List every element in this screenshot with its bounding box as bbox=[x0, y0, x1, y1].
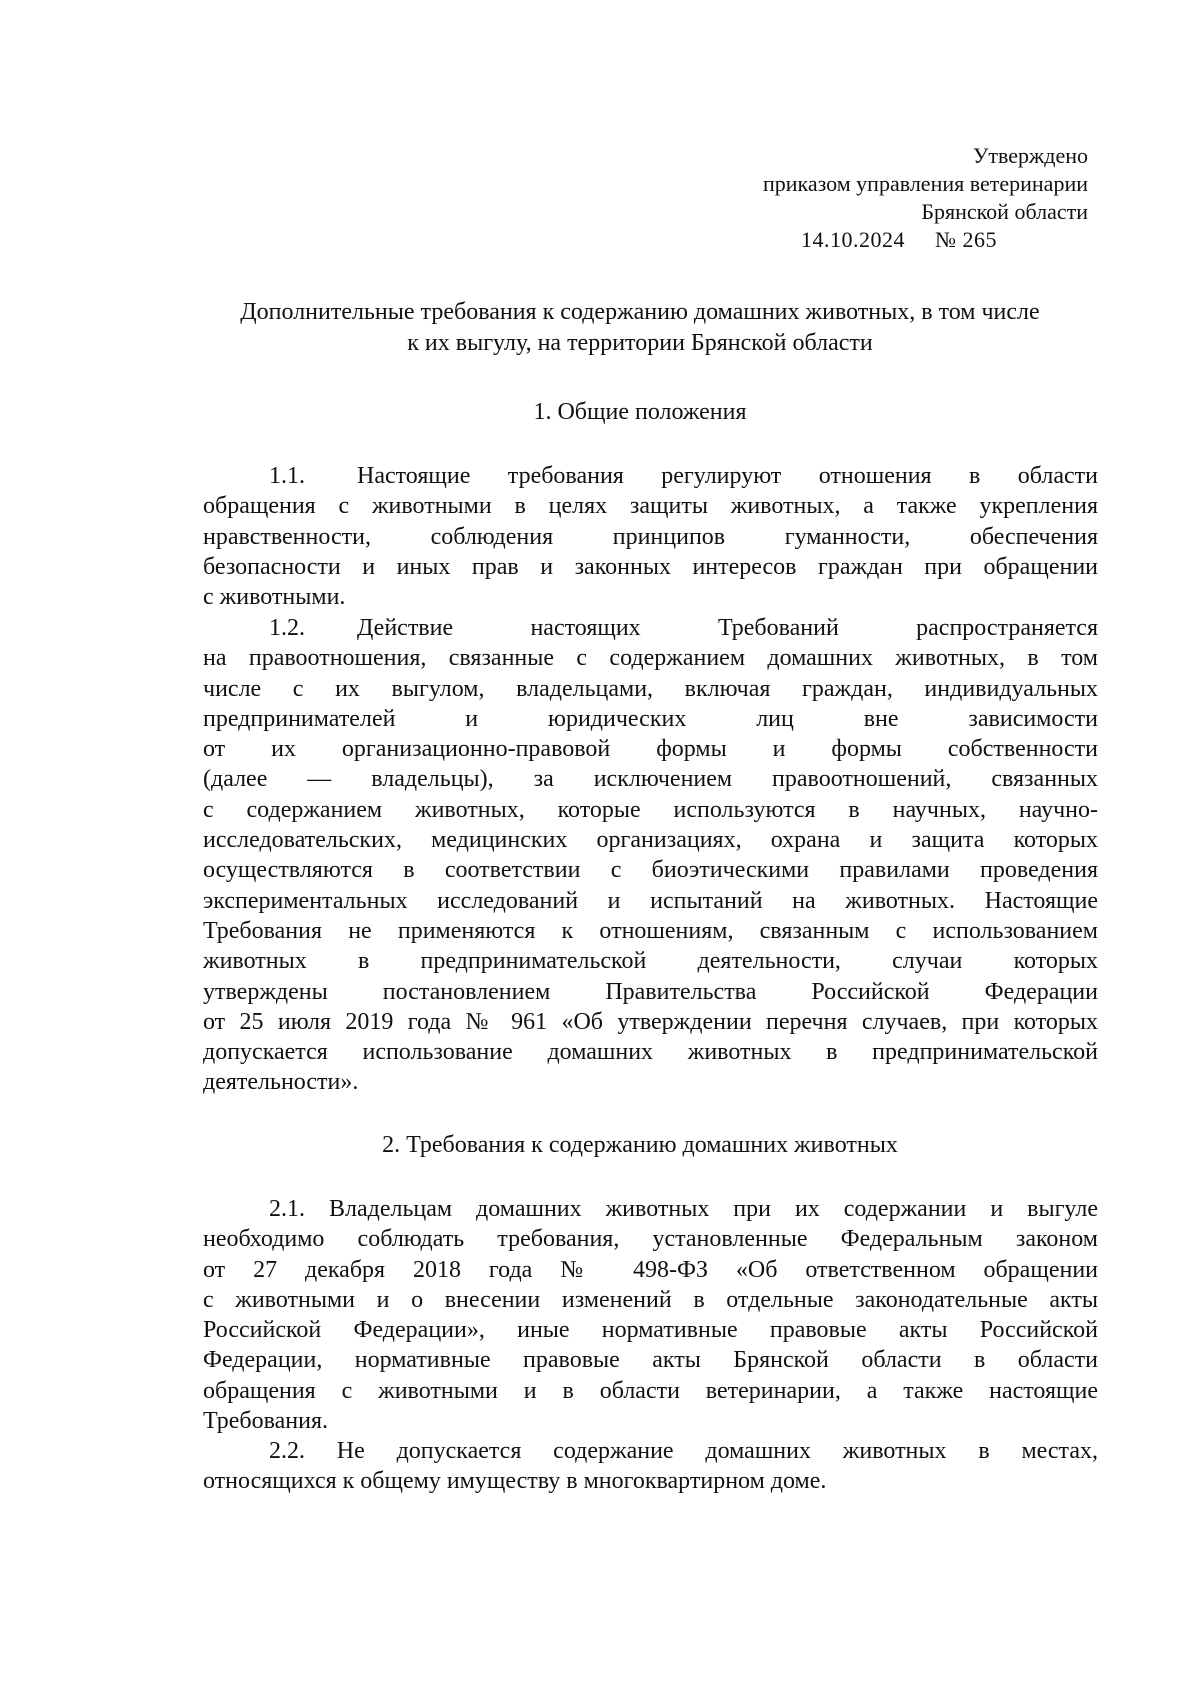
paragraph-line: обращения с животными и в области ветеринарии, а также настоящие bbox=[203, 1377, 1098, 1404]
section-2-heading: 2. Требования к содержанию домашних животных bbox=[382, 1132, 898, 1158]
paragraph-number: 1.2. bbox=[269, 615, 305, 641]
paragraph-line: допускается использование домашних животных в предпринимательской bbox=[203, 1039, 1098, 1066]
paragraph-number: 1.1. bbox=[269, 463, 305, 489]
paragraph-line: исследовательских, медицинских организациях, охрана и защита которых bbox=[203, 827, 1098, 854]
paragraph-line: Российской Федерации», иные нормативные правовые акты Российской bbox=[203, 1317, 1098, 1344]
document-title-line-2: к их выгулу, на территории Брянской области bbox=[407, 330, 873, 356]
paragraph-line: от 27 декабря 2018 года № 498-ФЗ «Об ответственном обращении bbox=[203, 1256, 1098, 1283]
paragraph-line: Федерации, нормативные правовые акты Брянской области в области bbox=[203, 1347, 1098, 1374]
paragraph-line: числе с их выгулом, владельцами, включая граждан, индивидуальных bbox=[203, 675, 1098, 702]
paragraph-line: Требования. bbox=[203, 1408, 329, 1435]
paragraph-line: предпринимателей и юридических лиц вне зависимости bbox=[203, 705, 1098, 732]
paragraph-line: обращения с животными в целях защиты животных, а также укрепления bbox=[203, 493, 1098, 520]
paragraph-line: на правоотношения, связанные с содержанием домашних животных, в том bbox=[203, 645, 1098, 672]
paragraph-line: осуществляются в соответствии с биоэтическими правилами проведения bbox=[203, 857, 1098, 884]
approval-date: 14.10.2024 bbox=[801, 227, 905, 252]
approval-number: № 265 bbox=[935, 227, 997, 252]
paragraph-line: животных в предпринимательской деятельности, случаи которых bbox=[203, 948, 1098, 975]
approval-region-line: Брянской области bbox=[921, 199, 1088, 224]
paragraph-line: Требования не применяются к отношениям, связанным с использованием bbox=[203, 917, 1098, 944]
approval-block bbox=[568, 142, 1088, 254]
paragraph-line: нравственности, соблюдения принципов гуманности, обеспечения bbox=[203, 523, 1098, 550]
paragraph-line: относящихся к общему имуществу в многоквартирном доме. bbox=[203, 1468, 827, 1495]
paragraph-line: экспериментальных исследований и испытаний на животных. Настоящие bbox=[203, 887, 1098, 914]
approval-label: Утверждено bbox=[972, 143, 1088, 168]
approval-order-line: приказом управления ветеринарии bbox=[762, 171, 1088, 196]
paragraph-line: безопасности и иных прав и законных интересов граждан при обращении bbox=[203, 553, 1098, 580]
paragraph-line: 1.1. Настоящие требования регулируют отношения в области bbox=[203, 461, 1098, 491]
paragraph-line: с содержанием животных, которые используются в научных, научно- bbox=[203, 796, 1098, 823]
paragraph-line: от их организационно-правовой формы и формы собственности bbox=[203, 736, 1098, 763]
paragraph-line: от 25 июля 2019 года № 961 «Об утверждении перечня случаев, при которых bbox=[203, 1008, 1098, 1035]
paragraph-1-1 bbox=[203, 461, 1098, 612]
paragraph-line: утверждены постановлением Правительства Российской Федерации bbox=[203, 978, 1098, 1005]
paragraph-1-2 bbox=[203, 613, 1098, 1098]
paragraph-2-1 bbox=[203, 1194, 1098, 1436]
paragraph-line: с животными и о внесении изменений в отдельные законодательные акты bbox=[203, 1286, 1098, 1313]
paragraph-line: деятельности». bbox=[203, 1069, 359, 1096]
paragraph-line: 2.1. Владельцам домашних животных при их содержании и выгуле bbox=[269, 1196, 1098, 1222]
paragraph-line: (далее — владельцы), за исключением правоотношений, связанных bbox=[203, 766, 1098, 793]
paragraph-2-2 bbox=[203, 1436, 1098, 1497]
section-1-heading: 1. Общие положения bbox=[533, 399, 747, 425]
paragraph-line: 1.2. Действие настоящих Требований распространяется bbox=[203, 613, 1098, 643]
paragraph-line: необходимо соблюдать требования, установленные Федеральным законом bbox=[203, 1226, 1098, 1253]
paragraph-line: с животными. bbox=[203, 584, 346, 611]
paragraph-line: 2.2. Не допускается содержание домашних животных в местах, bbox=[269, 1438, 1098, 1464]
approval-date-number bbox=[568, 226, 1088, 254]
document-title-line-1: Дополнительные требования к содержанию домашних животных, в том числе bbox=[240, 299, 1040, 325]
document-title bbox=[190, 297, 1090, 359]
